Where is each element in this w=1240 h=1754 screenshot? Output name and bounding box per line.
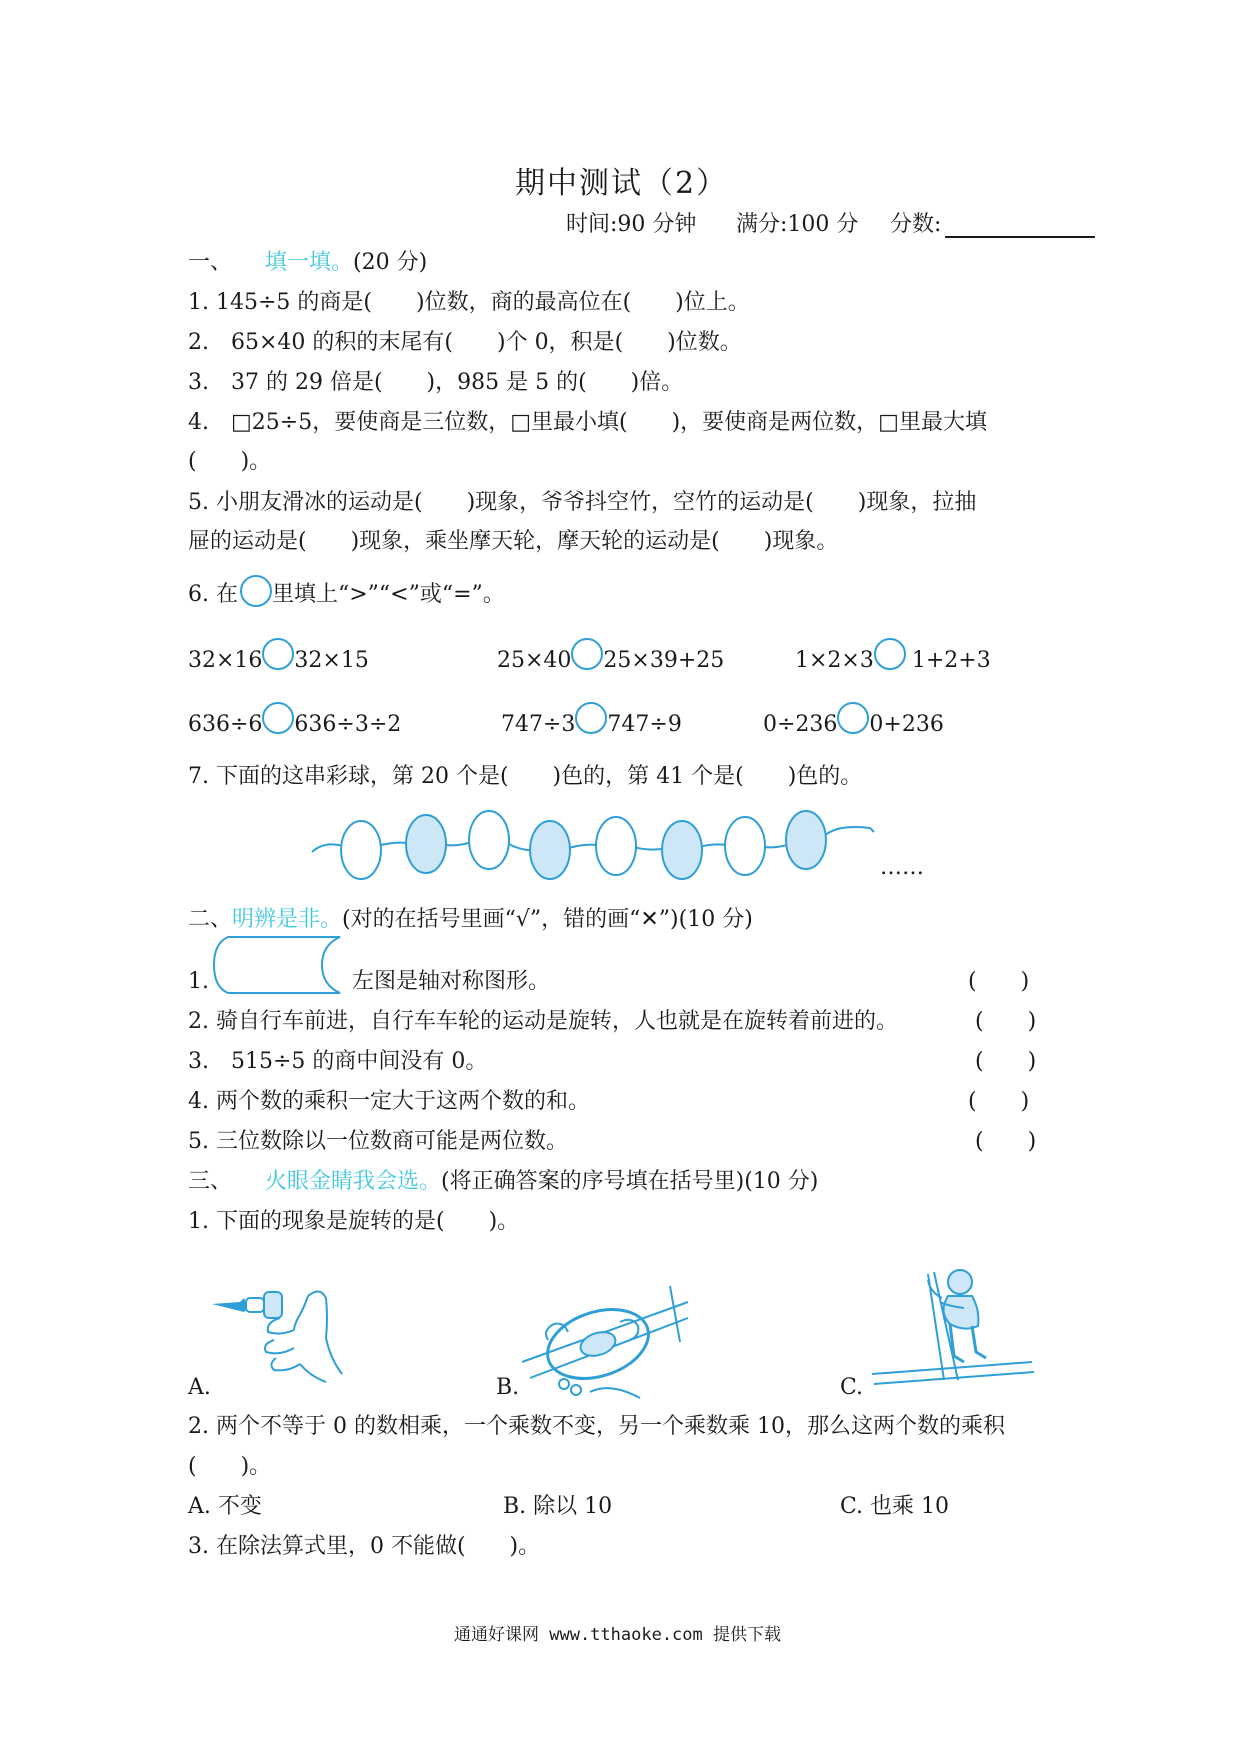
bead-blue xyxy=(786,811,826,869)
bracket-shape-icon xyxy=(210,935,350,995)
s3-q1: 1. 下面的现象是旋转的是( )。 xyxy=(188,1209,520,1234)
compare-circle[interactable] xyxy=(874,638,906,670)
compare-circle[interactable] xyxy=(262,702,294,734)
s1-q3: 3. 37 的 29 倍是( )，985 是 5 的( )倍。 xyxy=(188,370,684,395)
s2-item-3: 3. 515÷5 的商中间没有 0。 xyxy=(188,1049,488,1074)
page-footer: 通通好课网 www.tthaoke.com 提供下载 xyxy=(454,1625,781,1645)
compare-item xyxy=(763,710,944,740)
exam-time: 时间:90 分钟 xyxy=(566,212,697,237)
score-field[interactable] xyxy=(890,207,1095,238)
hand-spinning-top-image xyxy=(210,1278,370,1388)
s3-q3: 3. 在除法算式里，0 不能做( )。 xyxy=(188,1534,541,1559)
section1-points: (20 分) xyxy=(353,250,428,275)
full-score: 满分:100 分 xyxy=(736,212,859,237)
bead-white xyxy=(596,817,636,875)
s3-q1-opt-c: C. xyxy=(840,1375,864,1400)
section1-title: 填一填。 xyxy=(265,250,354,275)
s3-q1-opt-a: A. xyxy=(188,1375,211,1400)
compare-circle-icon xyxy=(240,575,272,607)
s2-item-1 xyxy=(188,967,209,997)
section3-heading xyxy=(188,1167,818,1197)
section3-title: 火眼金睛我会选。 xyxy=(265,1169,442,1194)
s2-item-5: 5. 三位数除以一位数商可能是两位数。 xyxy=(188,1129,568,1154)
s1-q4-line2: ( )。 xyxy=(188,449,272,474)
bead-string-figure xyxy=(310,800,910,900)
compare-right: 25×39+25 xyxy=(603,648,725,673)
compare-right: 747÷9 xyxy=(607,712,682,737)
compare-item xyxy=(501,710,682,740)
section3-note: (将正确答案的序号填在括号里)(10 分) xyxy=(441,1169,819,1194)
s1-q2: 2. 65×40 的积的末尾有( )个 0，积是( )位数。 xyxy=(188,330,742,355)
compare-left: 25×40 xyxy=(497,648,572,673)
s3-q2-line1: 2. 两个不等于 0 的数相乘，一个乘数不变，另一个乘数乘 10，那么这两个数的乘积 xyxy=(188,1414,1005,1439)
bead-white xyxy=(725,817,765,875)
s3-q2-opt-c: C. 也乘 10 xyxy=(840,1494,950,1519)
bead-blue xyxy=(406,815,446,873)
bead-white xyxy=(469,811,509,869)
s1-q7: 7. 下面的这串彩球，第 20 个是( )色的，第 41 个是( )色的。 xyxy=(188,764,863,789)
compare-circle[interactable] xyxy=(262,638,294,670)
compare-circle[interactable] xyxy=(837,702,869,734)
steering-wheel-image xyxy=(520,1282,690,1402)
s2-item-2: 2. 骑自行车前进，自行车车轮的运动是旋转，人也就是在旋转着前进的。 xyxy=(188,1009,898,1034)
answer-paren[interactable]: ( ) xyxy=(975,1129,1037,1154)
answer-paren[interactable]: ( ) xyxy=(975,1009,1037,1034)
score-label: 分数: xyxy=(890,212,942,237)
skier-image xyxy=(868,1262,1038,1402)
s1-q6-prefix: 6. 在 xyxy=(188,582,238,607)
compare-right: 636÷3÷2 xyxy=(294,712,402,737)
compare-right: 1+2+3 xyxy=(911,648,991,673)
compare-left: 747÷3 xyxy=(501,712,576,737)
bead-white xyxy=(341,821,381,879)
compare-item xyxy=(188,710,401,740)
section2-note: (对的在括号里画“√”，错的画“✕”)(10 分) xyxy=(342,907,753,932)
page-title: 期中测试（2） xyxy=(515,166,729,201)
s2-item-4: 4. 两个数的乘积一定大于这两个数的和。 xyxy=(188,1089,590,1114)
compare-item xyxy=(188,646,369,676)
bead-blue xyxy=(662,821,702,879)
s3-q2-line2: ( )。 xyxy=(188,1454,272,1479)
bead-ellipsis: …… xyxy=(880,855,924,880)
compare-left: 32×16 xyxy=(188,648,263,673)
section2-num: 二、 xyxy=(188,907,233,932)
score-blank[interactable] xyxy=(945,214,1095,238)
s2-item-1-text: 左图是轴对称图形。 xyxy=(352,969,551,994)
compare-right: 0+236 xyxy=(869,712,944,737)
section1-heading xyxy=(188,248,427,278)
compare-left: 1×2×3 xyxy=(795,648,874,673)
section3-num: 三、 xyxy=(188,1169,233,1194)
compare-right: 32×15 xyxy=(294,648,369,673)
section2-title: 明辨是非。 xyxy=(232,907,343,932)
section1-num: 一、 xyxy=(188,250,233,275)
compare-item xyxy=(497,646,724,676)
answer-paren[interactable]: ( ) xyxy=(968,1089,1030,1114)
compare-circle[interactable] xyxy=(575,702,607,734)
s2-item-num: 1. xyxy=(188,969,209,994)
compare-circle[interactable] xyxy=(571,638,603,670)
section2-heading xyxy=(188,905,753,935)
s1-q1: 1. 145÷5 的商是( )位数，商的最高位在( )位上。 xyxy=(188,290,750,315)
s3-q2-opt-a: A. 不变 xyxy=(188,1494,262,1519)
s1-q5-line1: 5. 小朋友滑冰的运动是( )现象，爷爷抖空竹，空竹的运动是( )现象，拉抽 xyxy=(188,490,977,515)
answer-paren[interactable]: ( ) xyxy=(968,969,1030,994)
s3-q2-opt-b: B. 除以 10 xyxy=(503,1494,613,1519)
s1-q4-line1: 4. □25÷5，要使商是三位数，□里最小填( )，要使商是两位数，□里最大填 xyxy=(188,410,987,435)
compare-item xyxy=(795,646,991,676)
compare-left: 0÷236 xyxy=(763,712,838,737)
s1-q6-suffix: 里填上“>”“<”或“=”。 xyxy=(271,582,505,607)
compare-left: 636÷6 xyxy=(188,712,263,737)
s3-q1-opt-b: B. xyxy=(496,1375,520,1400)
s1-q5-line2: 屉的运动是( )现象，乘坐摩天轮，摩天轮的运动是( )现象。 xyxy=(188,529,839,554)
answer-paren[interactable]: ( ) xyxy=(975,1049,1037,1074)
s1-q6 xyxy=(188,580,505,610)
bead-blue xyxy=(530,821,570,879)
